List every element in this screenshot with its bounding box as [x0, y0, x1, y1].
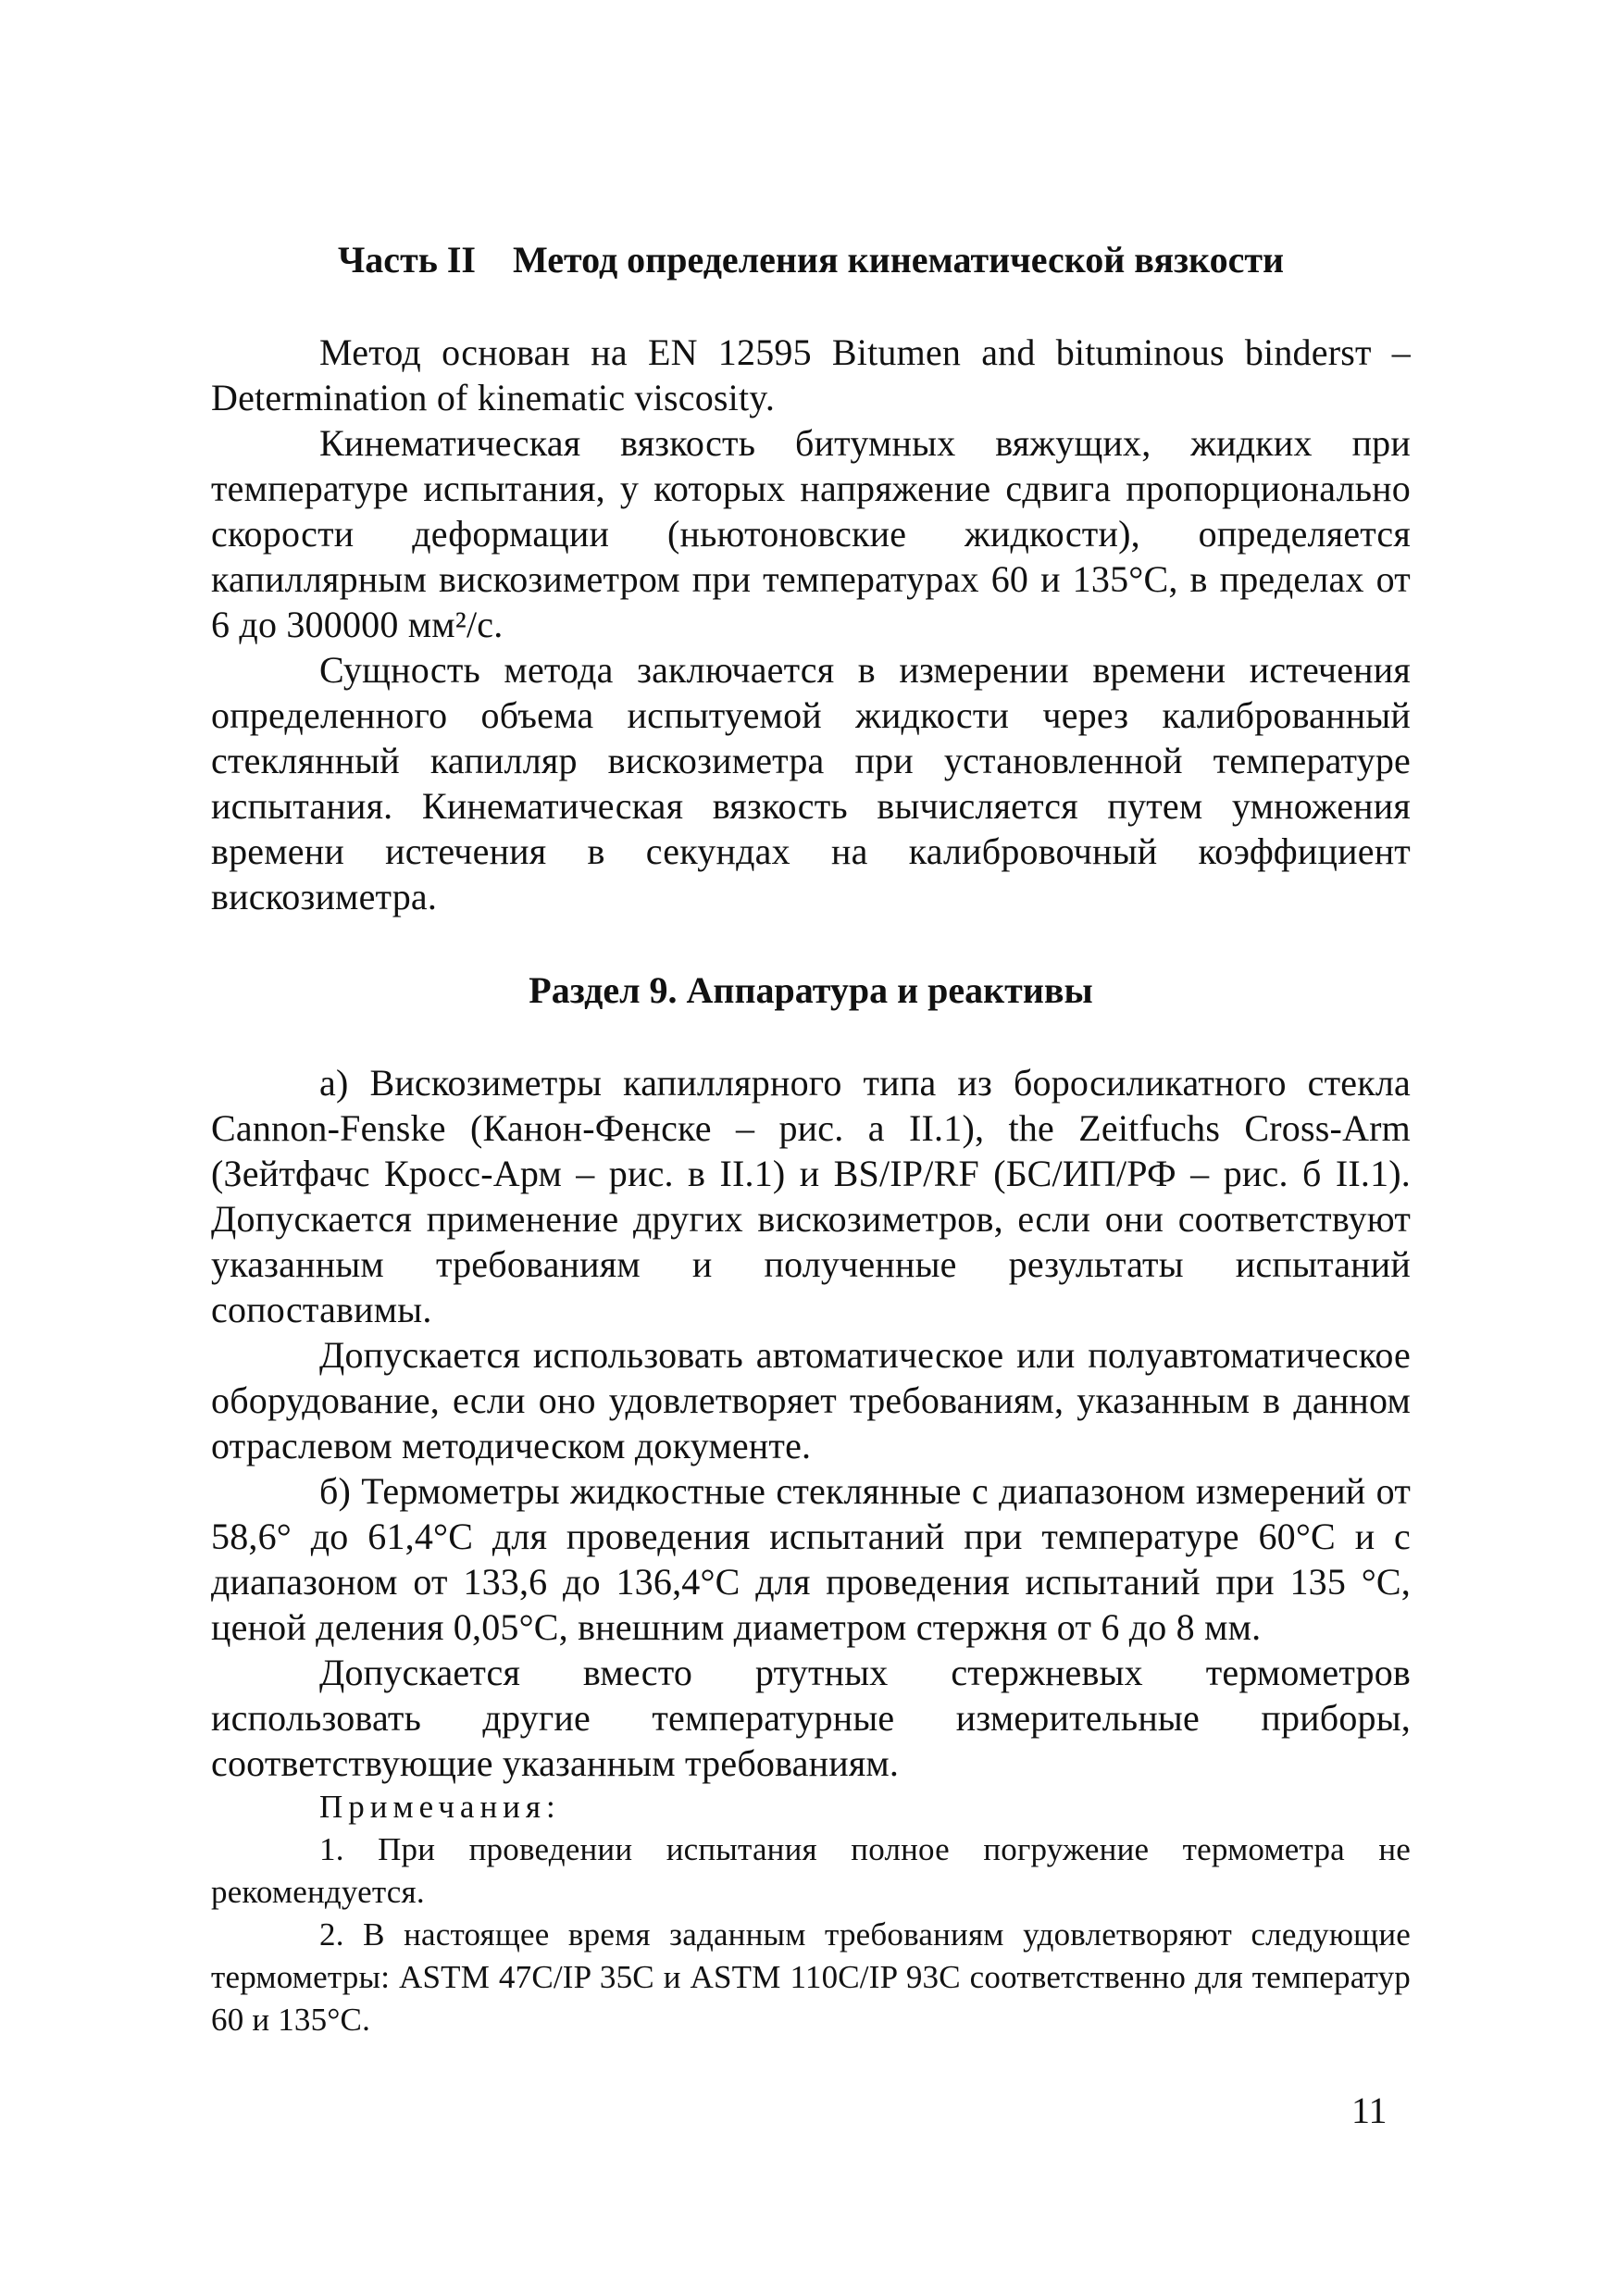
intro-paragraph-1: Метод основан на EN 12595 Bitumen and bituminous bindersт – Determination of kinematic viscosity.: [211, 331, 1411, 418]
section-paragraph-automatic: Допускается использовать автоматическое или полуавтоматическое оборудование, если оно удовлетворяет требованиям, указанным в данном отраслевом методическом документе.: [211, 1334, 1411, 1466]
intro-paragraph-3: Сущность метода заключается в измерении времени истечения определенного объема испытуемой жидкости через калиброванный стеклянный капилляр вискозиметра при установленной температуре испытания. Кинематическая вязкость вычисляется путем умножения времени истечения в секундах на калибровочный коэффициент вискозиметра.: [211, 649, 1411, 917]
intro-paragraph-2: Кинематическая вязкость битумных вяжущих, жидких при температуре испытания, у которых напряжение сдвига пропорционально скорости деформации (ньютоновские жидкости), определяется капиллярным вискозиметром при температурах 60 и 135°С, в пределах от 6 до 300000 мм²/с.: [211, 422, 1411, 645]
section-paragraph-viscometers: а) Вискозиметры капиллярного типа из боросиликатного стекла Cannon-Fenske (Канон-Фенске – рис. а II.1), the Zeitfuchs Cross-Arm (Зейтфачс Кросс-Арм – рис. в II.1) и BS/IP/RF (БС/ИП/РФ – рис. б II.1). Допускается применение других вискозиметров, если они соответствуют указанным требованиям и полученные результаты испытаний сопоставимы.: [211, 1062, 1411, 1330]
note-2: 2. В настоящее время заданным требованиям удовлетворяют следующие термометры: ASTM 47C/IP 35C и ASTM 110C/IP 93C соответственно для температур 60 и 135°С.: [211, 1916, 1411, 2038]
document-page: [211, 222, 1411, 2041]
section-heading: Раздел 9. Аппаратура и реактивы: [529, 969, 1093, 1011]
part-heading: Часть II Метод определения кинематической вязкости: [337, 239, 1285, 281]
page-number: 11: [1351, 2090, 1388, 2131]
section-paragraph-alternatives: Допускается вместо ртутных стержневых термометров использовать другие температурные измерительные приборы, соответствующие указанным требованиям.: [211, 1652, 1411, 1784]
note-1: 1. При проведении испытания полное погружение термометра не рекомендуется.: [211, 1831, 1411, 1910]
section-paragraph-thermometers: б) Термометры жидкостные стеклянные с диапазоном измерений от 58,6° до 61,4°С для проведения испытаний при температуре 60°С и с диапазоном от 133,6 до 136,4°С для проведения испытаний при 135 °С, ценой деления 0,05°С, внешним диаметром стержня от 6 до 8 мм.: [211, 1470, 1411, 1648]
notes-title: Примечания:: [319, 1789, 561, 1825]
